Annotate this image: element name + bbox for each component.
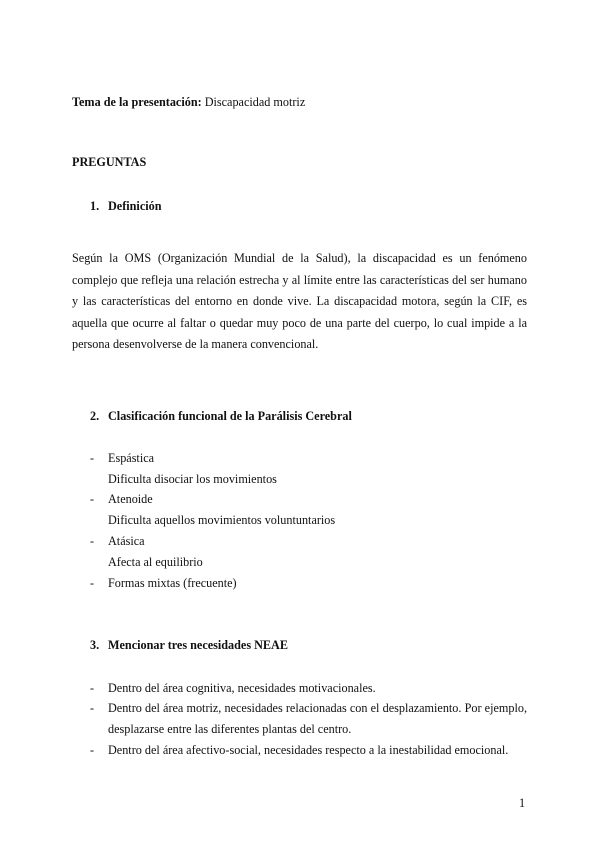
cp-type-spastic-desc: Dificulta disociar los movimientos [108,472,277,486]
list-bullet: - [90,451,95,465]
cp-type-spastic: Espástica [108,451,155,465]
section3-number: 3. [90,638,100,652]
neae-need-affective: Dentro del área afectivo-social, necesidades respecto a la inestabilidad emocional. [108,743,509,757]
list-bullet: - [90,681,95,695]
cp-type-ataxic-desc: Afecta al equilibrio [108,555,203,569]
cp-type-athetoid-desc: Dificulta aquellos movimientos voluntuntarios [108,513,336,527]
section1-number: 1. [90,199,100,213]
cp-type-athetoid: Atenoide [108,492,153,506]
neae-need-motor: Dentro del área motriz, necesidades relacionadas con el desplazamiento. Por ejemplo, desplazarse entre las diferentes plantas del centro. [108,701,527,736]
section3-title: Mencionar tres necesidades NEAE [108,638,288,652]
section2-title: Clasificación funcional de la Parálisis Cerebral [108,409,352,423]
list-bullet: - [90,701,95,715]
list-bullet: - [90,576,95,590]
cp-type-mixed: Formas mixtas (frecuente) [108,576,237,590]
page-number: 1 [519,796,526,810]
cp-type-ataxic: Atásica [108,534,145,548]
section2-number: 2. [90,409,100,423]
topic-value: Discapacidad motriz [204,95,306,109]
list-bullet: - [90,534,95,548]
questions-heading: PREGUNTAS [72,155,147,169]
neae-need-cognitive: Dentro del área cognitiva, necesidades motivacionales. [108,681,376,695]
topic-line [72,95,305,110]
list-bullet: - [90,492,95,506]
section1-paragraph: Según la OMS (Organización Mundial de la Salud), la discapacidad es un fenómeno complejo que refleja una relación estrecha y al límite entre las características del ser humano y las características del entorno en donde vive. La discapacidad motora, según la CIF, es aquella que ocurre al faltar o quedar muy poco de una parte del cuerpo, lo cual impide a la persona desenvolverse de la manera convencional. [72,251,527,351]
list-bullet: - [90,743,95,757]
topic-label: Tema de la presentación: [72,95,202,109]
section1-title: Definición [108,199,162,213]
